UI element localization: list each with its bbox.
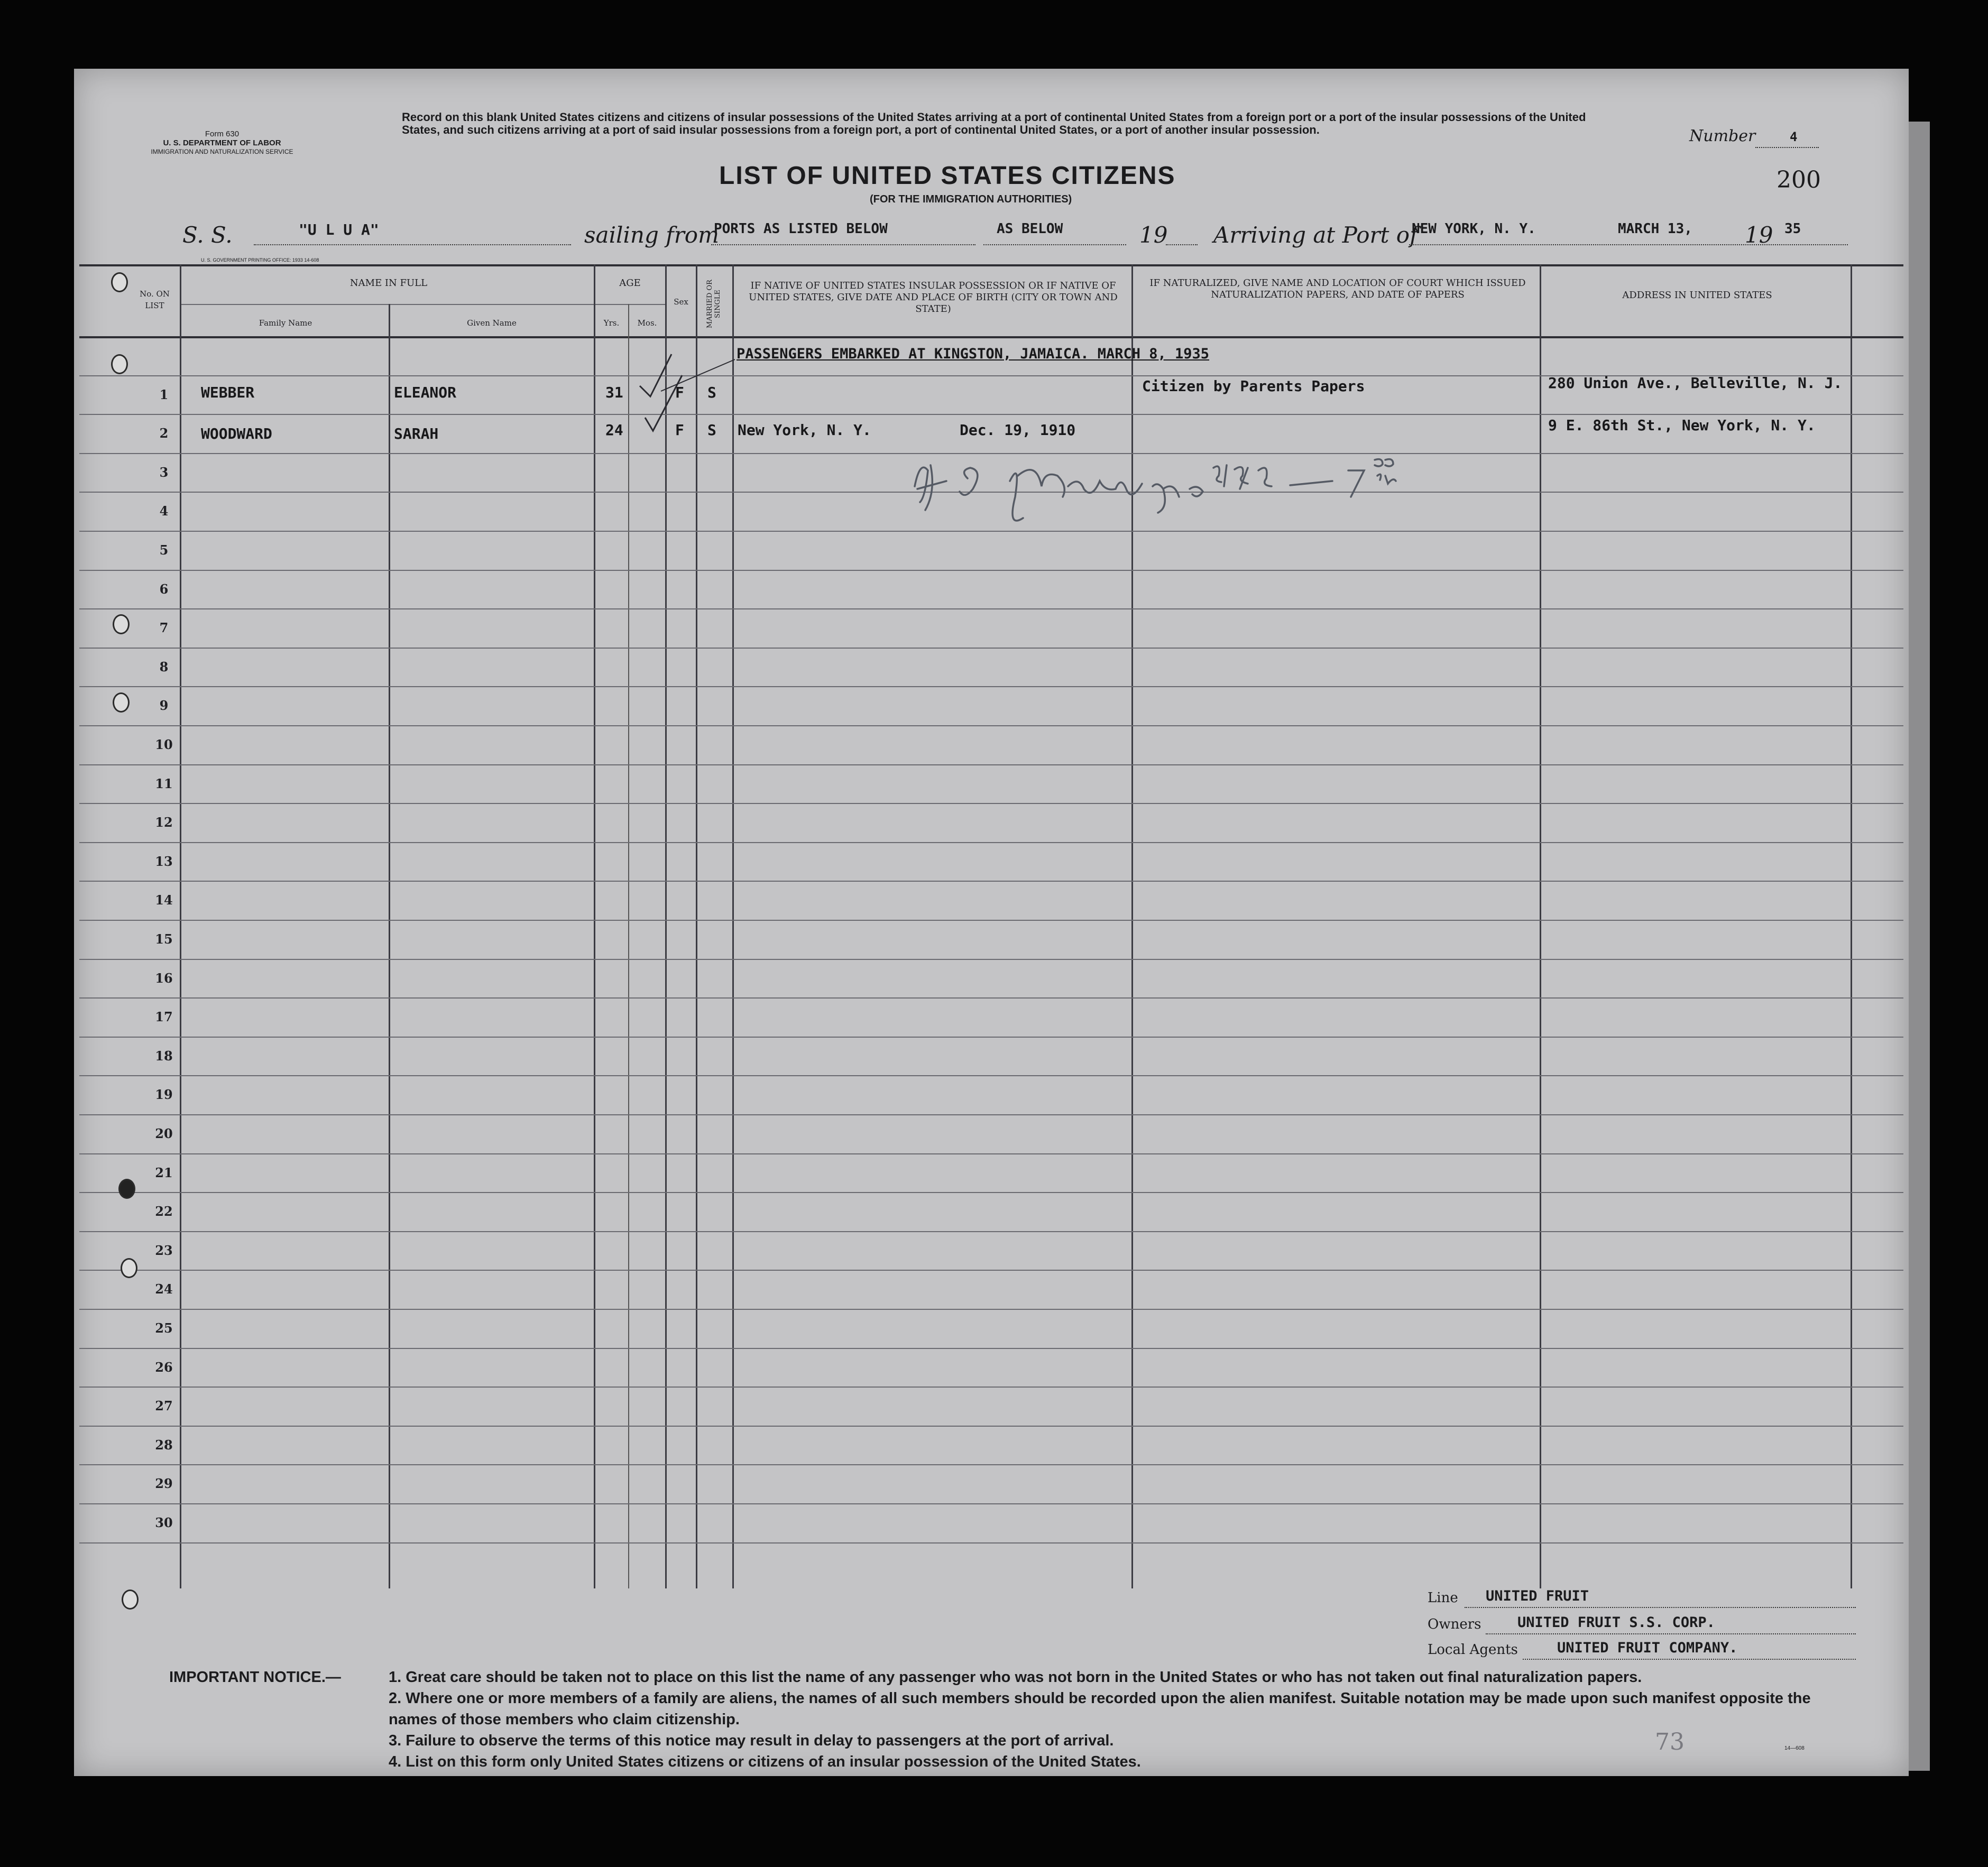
year-line-sailing: [1166, 244, 1198, 245]
number-label: Number: [1689, 127, 1756, 145]
notice-heading: IMPORTANT NOTICE.—: [169, 1669, 341, 1686]
sailing-from-value: PORTS AS LISTED BELOW: [714, 221, 888, 237]
row-rule: [79, 881, 1903, 882]
row-rule: [79, 648, 1903, 649]
form-number: Form 630: [205, 130, 240, 138]
row-rule: [79, 959, 1903, 960]
row-number: 30: [155, 1515, 173, 1530]
arriving-year: 35: [1784, 221, 1801, 237]
row-number: 18: [155, 1048, 173, 1064]
row-number: 14: [155, 892, 173, 908]
col-rule-status: [732, 264, 734, 1588]
owners-line: [1486, 1633, 1856, 1634]
age-years: 31: [605, 384, 623, 401]
row-rule: [79, 1387, 1903, 1388]
given-name: SARAH: [394, 425, 439, 442]
col-rule-address: [1851, 264, 1852, 1588]
col-header-address: ADDRESS IN UNITED STATES: [1622, 290, 1772, 301]
line-line: [1465, 1607, 1856, 1608]
col-header-name: NAME IN FULL: [349, 278, 428, 289]
agents-label: Local Agents: [1428, 1642, 1518, 1658]
owners-value: UNITED FRUIT S.S. CORP.: [1517, 1614, 1715, 1631]
notice-1: 1. Great care should be taken not to place on this list the name of any passenger who was not born in the United States or who has not taken out final naturalization papers.: [389, 1669, 1642, 1686]
col-header-given: Given Name: [467, 318, 517, 328]
agents-value: UNITED FRUIT COMPANY.: [1557, 1640, 1738, 1656]
birth-date: Dec. 19, 1910: [960, 421, 1076, 439]
row-rule: [79, 1153, 1903, 1154]
col-rule-age: [665, 264, 667, 1588]
row-rule: [79, 1114, 1903, 1115]
sex: F: [675, 421, 684, 439]
col-rule-sex: [696, 264, 697, 1588]
col-rule-family: [389, 304, 390, 1588]
row-rule: [79, 1270, 1903, 1271]
service-name: IMMIGRATION AND NATURALIZATION SERVICE: [151, 148, 293, 155]
row-rule: [79, 608, 1903, 609]
row-rule: [79, 1075, 1903, 1076]
row-number: 9: [159, 698, 169, 714]
address: 280 Union Ave., Belleville, N. J.: [1548, 374, 1843, 392]
address: 9 E. 86th St., New York, N. Y.: [1548, 417, 1816, 434]
row-number: 3: [159, 464, 169, 480]
given-name: ELEANOR: [394, 384, 457, 401]
year-prefix-sailing: 19: [1139, 222, 1168, 248]
sailing-date-line: [983, 244, 1126, 245]
row-rule: [79, 1348, 1903, 1349]
binder-hole: [111, 272, 128, 292]
row-number: 2: [159, 426, 169, 441]
row-number: 19: [155, 1087, 173, 1103]
col-header-age: AGE: [619, 278, 641, 289]
row-number: 1: [159, 386, 169, 402]
ship-name: "U L U A": [299, 221, 379, 238]
notice-2: 2. Where one or more members of a family are aliens, the names of all such members should be recorded upon the alien manifest. Suitable notation may be made upon such manifest opposite the names of those members who claim citizenship.: [389, 1690, 1811, 1728]
sex: F: [675, 384, 684, 401]
form-subtitle: (FOR THE IMMIGRATION AUTHORITIES): [870, 193, 1072, 205]
owners-label: Owners: [1428, 1616, 1481, 1632]
col-header-mos: Mos.: [637, 318, 657, 328]
row-rule: [79, 920, 1903, 921]
marital-status: S: [707, 384, 716, 401]
check-marks: [629, 344, 746, 439]
arriving-line: [1409, 244, 1848, 245]
col-header-no: No. ON LIST: [140, 289, 170, 310]
row-number: 7: [159, 620, 169, 636]
arriving-label: Arriving at Port of: [1213, 222, 1418, 248]
row-rule: [79, 1542, 1903, 1543]
row-rule: [79, 686, 1903, 687]
department-name: U. S. DEPARTMENT OF LABOR: [163, 138, 281, 147]
notice-4: 4. List on this form only United States citizens or citizens of an insular possession of the United States.: [389, 1753, 1141, 1770]
row-number: 16: [155, 970, 173, 986]
age-years: 24: [605, 421, 623, 439]
row-number: 21: [155, 1164, 173, 1180]
col-header-birth: IF NATIVE OF UNITED STATES INSULAR POSSESSION OR IF NATIVE OF UNITED STATES, GIVE DATE AND PLACE OF BIRTH (CITY OR TOWN AND STATE): [749, 280, 1118, 315]
binder-hole: [113, 614, 130, 634]
binder-hole: [113, 692, 130, 713]
printer-note: U. S. GOVERNMENT PRINTING OFFICE: 1933 14-608: [201, 257, 319, 263]
row-rule: [79, 414, 1903, 415]
row-rule: [79, 1037, 1903, 1038]
naturalization-info: Citizen by Parents Papers: [1142, 377, 1365, 395]
row-rule: [79, 997, 1903, 999]
header-sub-rule: [180, 304, 666, 305]
underlying-page-edge: [1909, 122, 1930, 1771]
binder-hole: [111, 354, 128, 374]
col-rule-given: [594, 264, 595, 1588]
col-header-sex: Sex: [674, 297, 688, 307]
row-rule: [79, 803, 1903, 804]
sailing-date-value: AS BELOW: [997, 221, 1063, 237]
line-label: Line: [1428, 1590, 1458, 1606]
page-mark: 73: [1655, 1729, 1685, 1755]
col-header-yrs: Yrs.: [603, 318, 620, 328]
row-rule: [79, 1309, 1903, 1310]
arriving-port: NEW YORK, N. Y.: [1412, 221, 1536, 237]
col-rule-yrs: [628, 304, 629, 1588]
row-number: 20: [155, 1126, 173, 1141]
row-number: 24: [155, 1281, 173, 1297]
page-stamp: 200: [1777, 167, 1821, 193]
line-value: UNITED FRUIT: [1486, 1588, 1589, 1604]
row-rule: [79, 725, 1903, 726]
ss-label: S. S.: [182, 222, 233, 248]
row-number: 27: [155, 1398, 173, 1414]
row-number: 8: [159, 659, 169, 674]
col-header-family: Family Name: [259, 318, 312, 328]
number-value: 4: [1790, 130, 1798, 144]
row-number: 4: [159, 503, 169, 519]
family-name: WEBBER: [201, 384, 255, 401]
row-number: 17: [155, 1009, 173, 1025]
row-number: 10: [155, 737, 173, 752]
ship-name-line: [254, 244, 571, 245]
row-number: 28: [155, 1437, 173, 1453]
marital-status: S: [707, 421, 716, 439]
row-rule: [79, 764, 1903, 765]
table-top-rule: [79, 264, 1903, 266]
agents-line: [1523, 1659, 1856, 1660]
arriving-date: MARCH 13,: [1618, 221, 1692, 237]
family-name: WOODWARD: [201, 425, 272, 442]
row-number: 25: [155, 1320, 173, 1336]
inspector-signature: [909, 439, 1544, 539]
binder-hole: [118, 1179, 135, 1199]
embark-note: PASSENGERS EMBARKED AT KINGSTON, JAMAICA. MARCH 8, 1935: [737, 346, 1210, 362]
col-rule-no: [180, 264, 181, 1588]
notice-3: 3. Failure to observe the terms of this notice may result in delay to passengers at the port of arrival.: [389, 1732, 1114, 1749]
row-number: 26: [155, 1359, 173, 1375]
sailing-from-label: sailing from: [584, 222, 719, 248]
row-number: 29: [155, 1476, 173, 1492]
binder-hole: [121, 1258, 137, 1278]
row-rule: [79, 1426, 1903, 1427]
row-rule: [79, 1464, 1903, 1465]
row-rule: [79, 1192, 1903, 1193]
row-number: 12: [155, 815, 173, 830]
birth-place: New York, N. Y.: [738, 421, 871, 439]
row-rule: [79, 842, 1903, 843]
year-prefix-arrival: 19: [1745, 222, 1773, 248]
number-line: [1755, 147, 1819, 148]
row-rule: [79, 1231, 1903, 1232]
row-number: 23: [155, 1242, 173, 1258]
intro-instructions: Record on this blank United States citizens and citizens of insular possessions of the United States arriving at a port of continental United States from a foreign port or a port of the insular possessions of the United States, and such citizens arriving at a port of said insular possessions from a foreign port, a port of continental United States, or a port of another insular possession.: [402, 110, 1586, 136]
binder-hole: [122, 1589, 139, 1610]
col-header-married-single: MARRIED OR SINGLE: [706, 280, 722, 328]
form-code: 14—608: [1784, 1745, 1805, 1751]
row-number: 6: [159, 581, 169, 597]
row-rule: [79, 1503, 1903, 1504]
sailing-from-line: [711, 244, 975, 245]
row-number: 22: [155, 1204, 173, 1219]
row-number: 13: [155, 853, 173, 869]
row-number: 11: [155, 775, 173, 791]
row-rule: [79, 570, 1903, 571]
col-header-naturalization: IF NATURALIZED, GIVE NAME AND LOCATION OF COURT WHICH ISSUED NATURALIZATION PAPERS, AND DATE OF PAPERS: [1149, 278, 1526, 300]
row-number: 5: [159, 542, 169, 558]
form-identifier: [137, 130, 307, 156]
header-bottom-rule: [79, 336, 1903, 338]
row-number: 15: [155, 931, 173, 947]
form-title: LIST OF UNITED STATES CITIZENS: [719, 162, 1176, 190]
